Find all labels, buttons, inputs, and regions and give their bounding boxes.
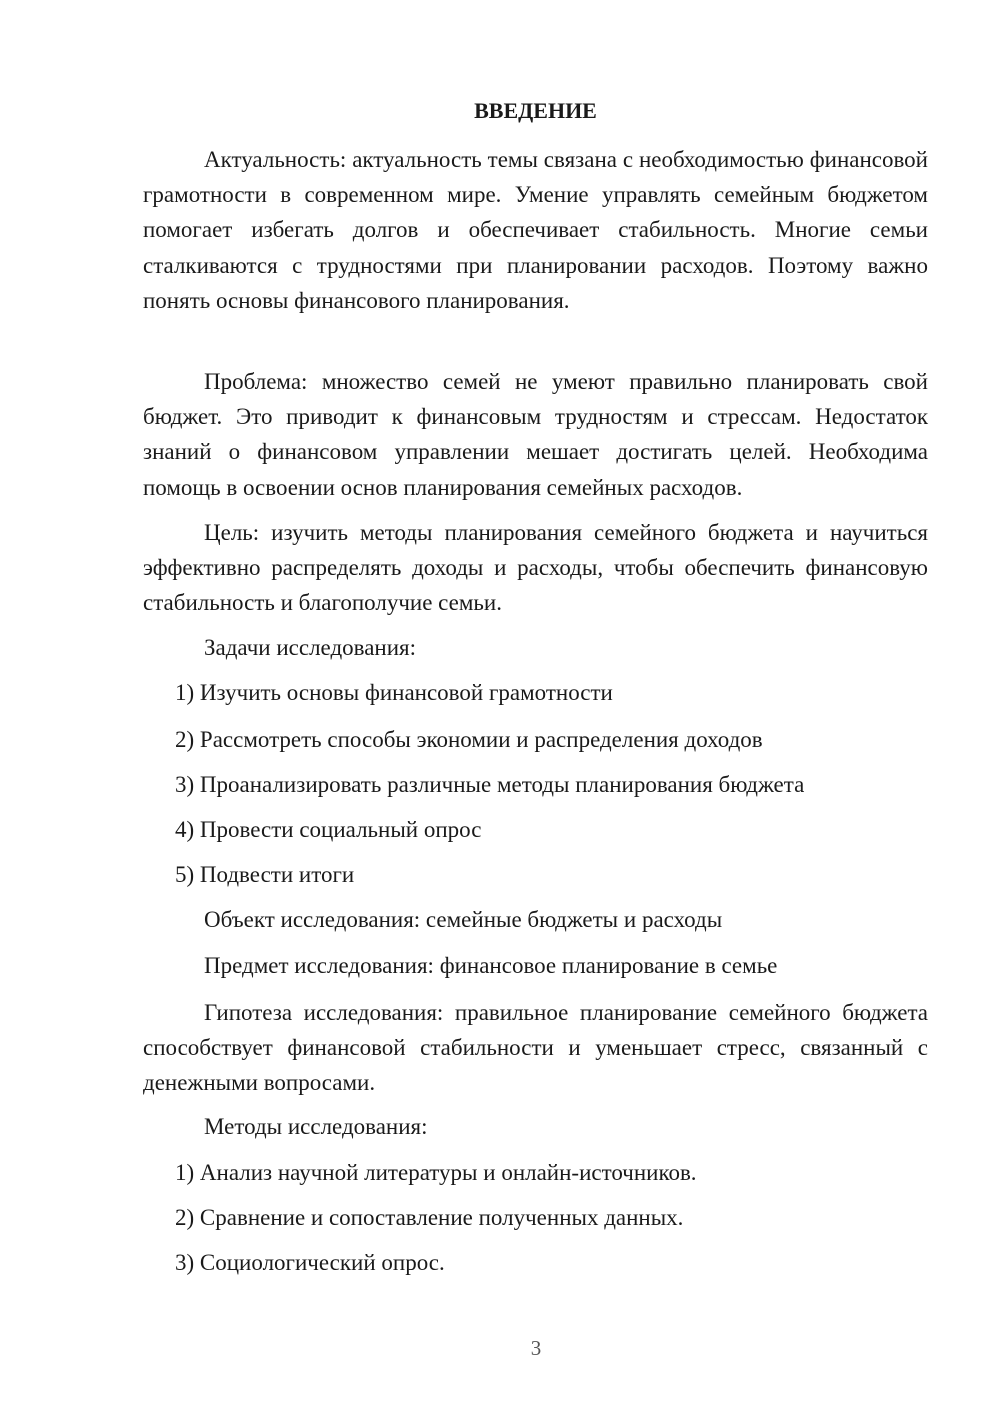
- problem-paragraph: Проблема: множество семей не умеют правильно планировать свой бюджет. Это приводит к финансовым трудностям и стрессам. Недостаток знаний о финансовом управлении мешает достигать целей. Необходима помощь в освоении основ планирования семейных расходов.: [143, 369, 928, 500]
- task-item: 3) Проанализировать различные методы планирования бюджета: [175, 772, 805, 797]
- goal-paragraph: Цель: изучить методы планирования семейного бюджета и научиться эффективно распределять доходы и расходы, чтобы обеспечить финансовую стабильность и благополучие семьи.: [143, 520, 928, 616]
- page-title: ВВЕДЕНИЕ: [474, 98, 597, 123]
- method-item: 2) Сравнение и сопоставление полученных данных.: [175, 1205, 684, 1230]
- page-number: 3: [530, 1336, 542, 1360]
- research-object: Объект исследования: семейные бюджеты и расходы: [204, 907, 723, 932]
- hypothesis-paragraph: Гипотеза исследования: правильное планирование семейного бюджета способствует финансовой стабильности и уменьшает стресс, связанный с денежными вопросами.: [143, 1000, 928, 1096]
- task-item: 1) Изучить основы финансовой грамотности: [175, 680, 613, 705]
- methods-heading: Методы исследования:: [204, 1114, 428, 1139]
- method-item: 1) Анализ научной литературы и онлайн-источников.: [175, 1160, 697, 1185]
- research-subject: Предмет исследования: финансовое планирование в семье: [204, 953, 778, 978]
- method-item: 3) Социологический опрос.: [175, 1250, 445, 1275]
- task-item: 5) Подвести итоги: [175, 862, 355, 887]
- task-item: 4) Провести социальный опрос: [175, 817, 482, 842]
- task-item: 2) Рассмотреть способы экономии и распределения доходов: [175, 727, 763, 752]
- relevance-paragraph: Актуальность: актуальность темы связана с необходимостью финансовой грамотности в современном мире. Умение управлять семейным бюджетом помогает избегать долгов и обеспечивает стабильность. Многие семьи сталкиваются с трудностями при планировании расходов. Поэтому важно понять основы финансового планирования.: [143, 147, 928, 313]
- tasks-heading: Задачи исследования:: [204, 635, 417, 660]
